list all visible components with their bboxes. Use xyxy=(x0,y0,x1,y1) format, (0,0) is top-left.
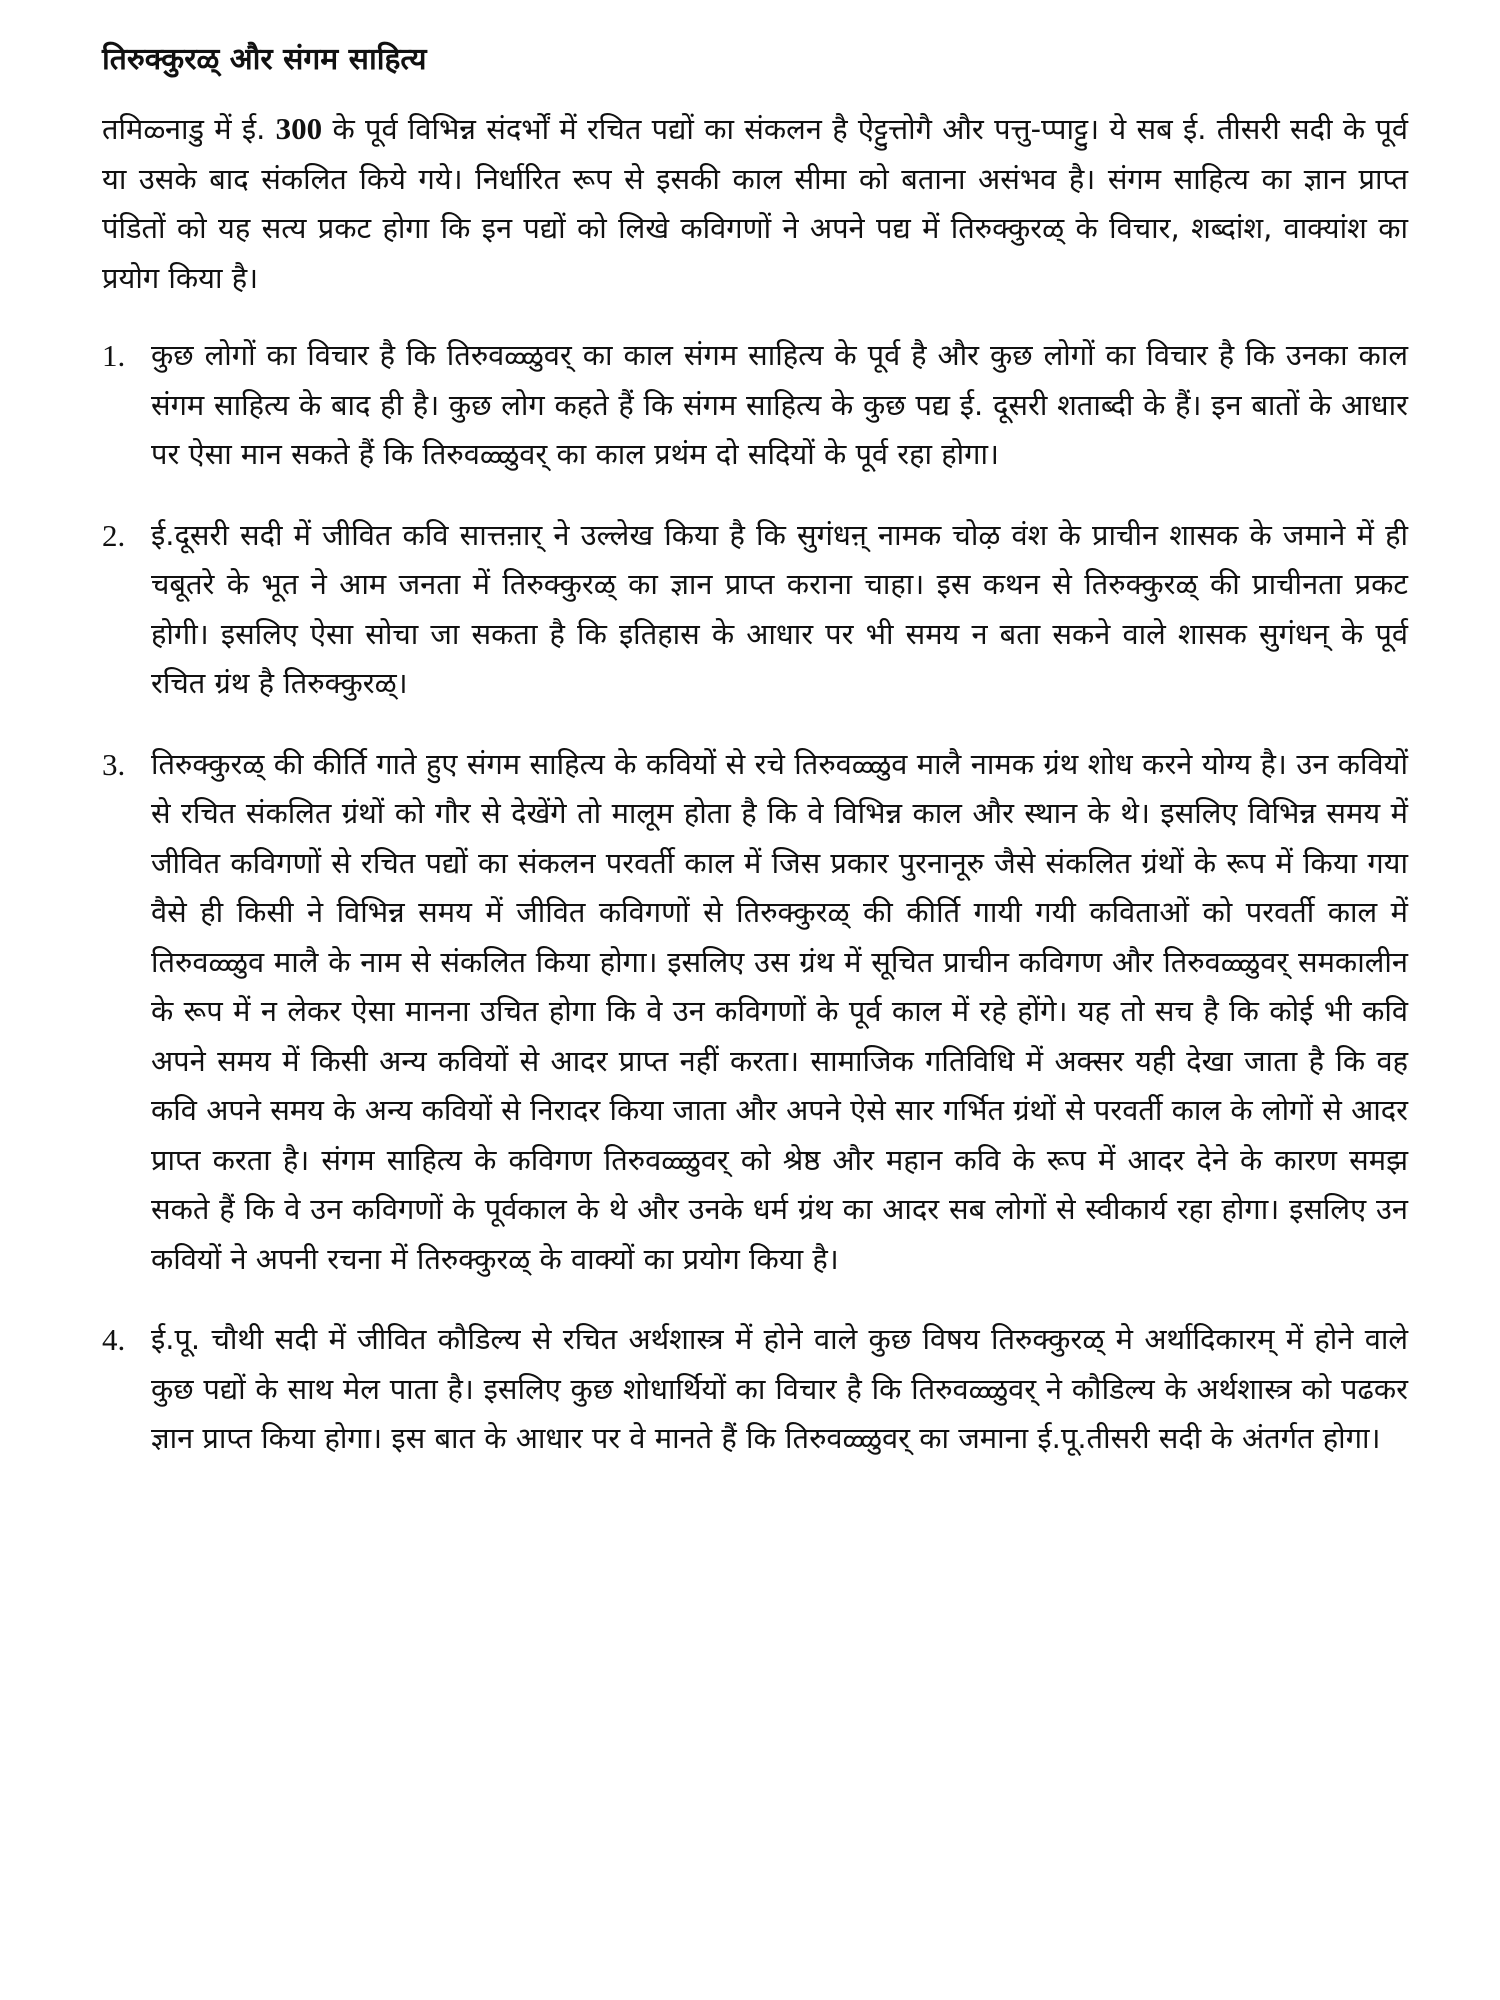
list-item-text: तिरुक्कुरळ् की कीर्ति गाते हुए संगम साहित्य के कवियों से रचे तिरुवळ्ळुव मालै नामक ग्रंथ शोध करने योग्य है। उन कवियों से रचित संकलित ग्रंथों को गौर से देखेंगे तो मालूम होता है कि वे विभिन्न काल और स्थान के थे। इसलिए विभिन्न समय में जीवित कविगणों से रचित पद्यों का संकलन परवर्ती काल में जिस प्रकार पुरनानूरु जैसे संकलित ग्रंथों के रूप में किया गया वैसे ही किसी ने विभिन्न समय में जीवित कविगणों से तिरुक्कुरळ् की कीर्ति गायी गयी कविताओं को परवर्ती काल में तिरुवळ्ळुव मालै के नाम से संकलित किया होगा। इसलिए उस ग्रंथ में सूचित प्राचीन कविगण और तिरुवळ्ळुवर् समकालीन के रूप में न लेकर ऐसा मानना उचित होगा कि वे उन कविगणों के पूर्व काल में रहे होंगे। यह तो सच है कि कोई भी कवि अपने समय में किसी अन्य कवियों से आदर प्राप्त नहीं करता। सामाजिक गतिविधि में अक्सर यही देखा जाता है कि वह कवि अपने समय के अन्य कवियों से निरादर किया जाता और अपने ऐसे सार गर्भित ग्रंथों से परवर्ती काल के लोगों से आदर प्राप्त करता है। संगम साहित्य के कविगण तिरुवळ्ळुवर् को श्रेष्ठ और महान कवि के रूप में आदर देने के कारण समझ सकते हैं कि वे उन कविगणों के पूर्वकाल के थे और उनके धर्म ग्रंथ का आदर सब लोगों से स्वीकार्य रहा होगा। इसलिए उन कवियों ने अपनी रचना में तिरुक्कुरळ् के वाक्यों का प्रयोग किया है। xyxy=(151,746,1408,1276)
intro-paragraph xyxy=(102,104,1408,303)
intro-text-after-number: के पूर्व विभिन्न संदर्भों में रचित पद्यों का संकलन है ऐट्टुत्तोगै और पत्तु-प्पाट्टु। ये सब ई. तीसरी सदी के पूर्व या उसके बाद संकलित किये गये। निर्धारित रूप से इसकी काल सीमा को बताना असंभव है। संगम साहित्य का ज्ञान प्राप्त पंडितों को यह सत्य प्रकट होगा कि इन पद्यों को लिखे कविगणों ने अपने पद्य में तिरुक्कुरळ् के विचार, शब्दांश, वाक्यांश का प्रयोग किया है। xyxy=(102,112,1408,295)
list-item-text: कुछ लोगों का विचार है कि तिरुवळ्ळुवर् का काल संगम साहित्य के पूर्व है और कुछ लोगों का विचार है कि उनका काल संगम साहित्य के बाद ही है। कुछ लोग कहते हैं कि संगम साहित्य के कुछ पद्य ई. दूसरी शताब्दी के हैं। इन बातों के आधार पर ऐसा मान सकते हैं कि तिरुवळ्ळुवर् का काल प्रथंम दो सदियों के पूर्व रहा होगा। xyxy=(151,338,1408,471)
list-item-4 xyxy=(102,1315,1408,1464)
intro-year-number: 300 xyxy=(275,111,323,146)
list-item-1 xyxy=(102,331,1408,480)
list-item-number: 3. xyxy=(102,746,126,782)
list-item-2 xyxy=(102,511,1408,709)
list-item-number: 1. xyxy=(102,338,126,373)
list-item-number: 2. xyxy=(102,517,126,553)
list-item-text: ई.पू. चौथी सदी में जीवित कौडिल्य से रचित अर्थशास्त्र में होने वाले कुछ विषय तिरुक्कुरळ् मे अर्थादिकारम् में होने वाले कुछ पद्यों के साथ मेल पाता है। इसलिए कुछ शोधार्थियों का विचार है कि तिरुवळ्ळुवर् ने कौडिल्य के अर्थशास्त्र को पढकर ज्ञान प्राप्त किया होगा। इस बात के आधार पर वे मानते हैं कि तिरुवळ्ळुवर् का जमाना ई.पू.तीसरी सदी के अंतर्गत होगा। xyxy=(151,1322,1408,1455)
page-title: तिरुक्कुरळ् और संगम साहित्य xyxy=(102,42,427,77)
list-item-text: ई.दूसरी सदी में जीवित कवि सात्तऩार् ने उल्लेख किया है कि सुगंधऩ् नामक चोऴ वंश के प्राचीन शासक के जमाने में ही चबूतरे के भूत ने आम जनता में तिरुक्कुरळ् का ज्ञान प्राप्त कराना चाहा। इस कथन से तिरुक्कुरळ् की प्राचीनता प्रकट होगी। इसलिए ऐसा सोचा जा सकता है कि इतिहास के आधार पर भी समय न बता सकने वाले शासक सुगंधन् के पूर्व रचित ग्रंथ है तिरुक्कुरळ्। xyxy=(151,517,1408,700)
list-item-3 xyxy=(102,740,1408,1285)
intro-text-before-number: तमिळ्नाडु में ई. xyxy=(102,112,276,146)
numbered-points-list xyxy=(102,331,1408,1464)
list-item-number: 4. xyxy=(102,1322,126,1357)
